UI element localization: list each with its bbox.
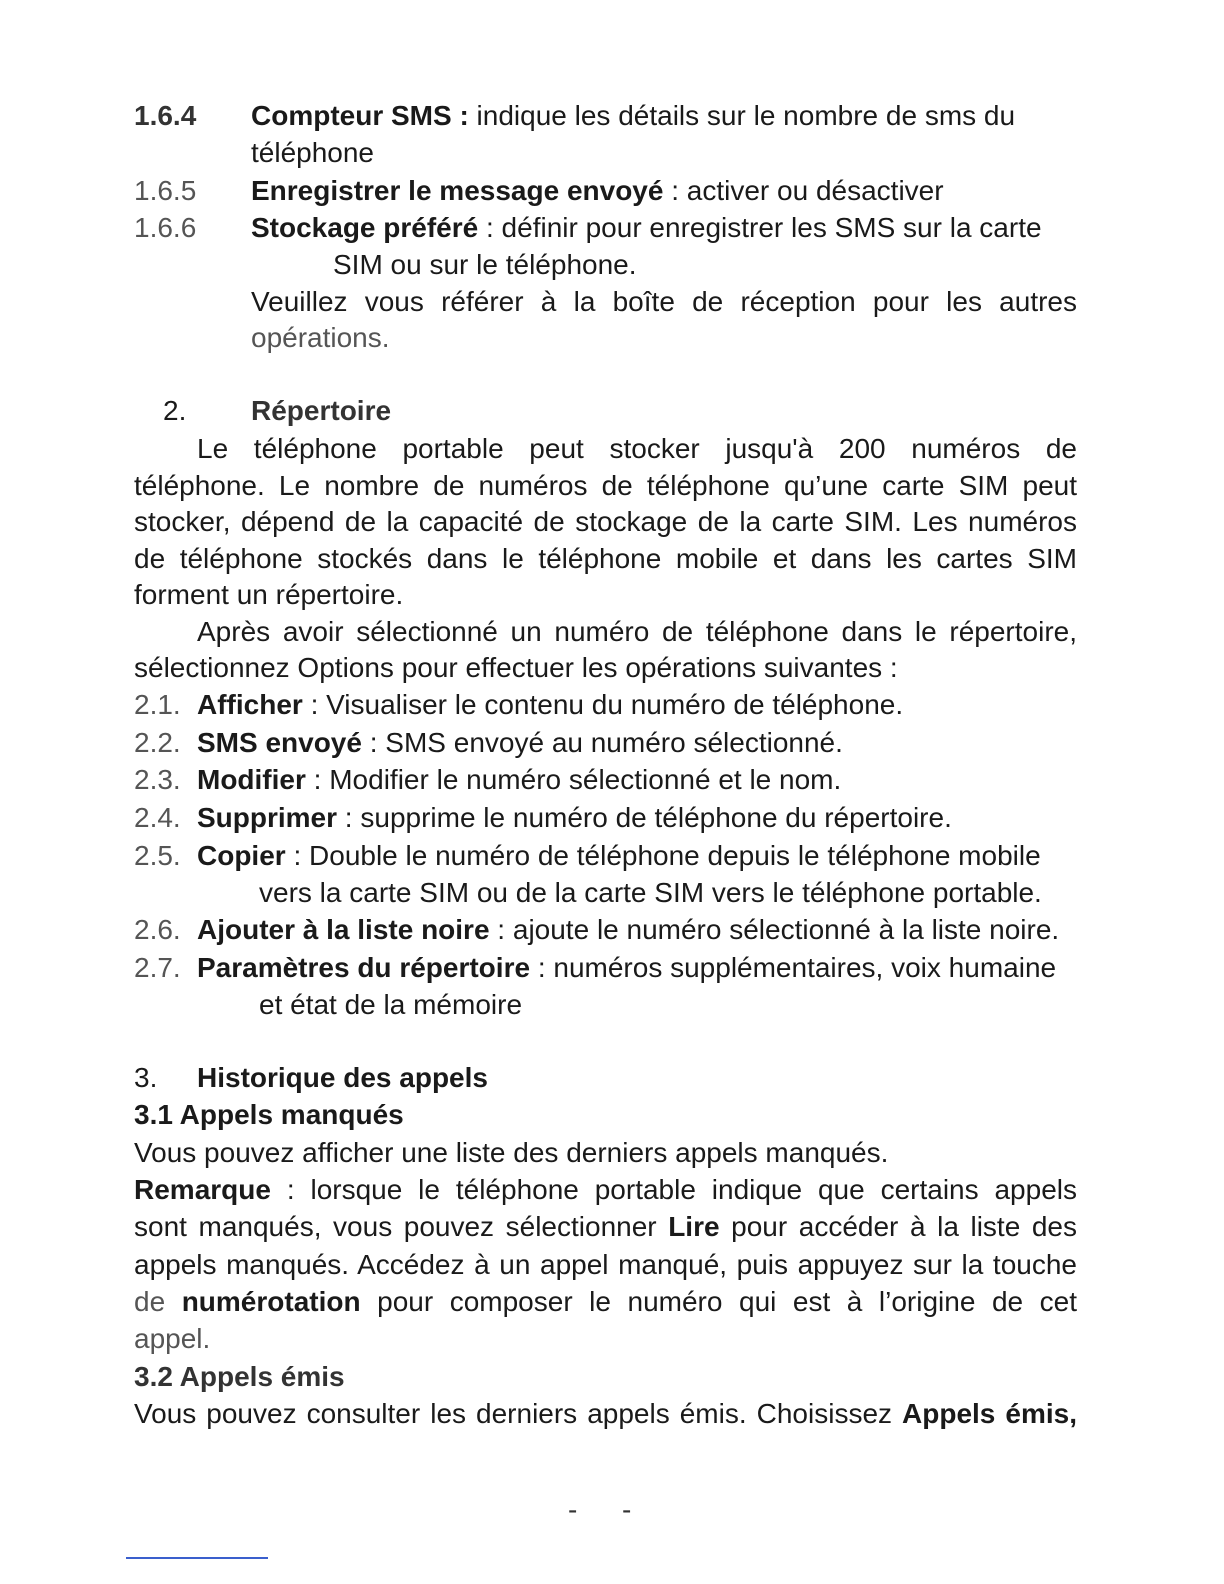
page-number-dash-left: - [568,1494,578,1525]
remark-line: appels manqués. Accédez à un appel manqué, puis appuyez sur la touche [134,1249,1077,1280]
remark-label: Remarque [134,1174,271,1205]
section-1-6-4 [0,97,1224,134]
section-2-heading [0,392,1224,429]
section-number: 1.6.6 [134,212,197,243]
list-item: 2.6. Ajouter à la liste noire : ajoute le numéro sélectionné à la liste noire. [134,914,1060,945]
page-number-dash-right: - [622,1494,632,1525]
section-number: 2. [163,395,187,426]
paragraph-line: de téléphone stockés dans le téléphone mobile et dans les cartes SIM [134,543,1077,574]
section-text: Compteur SMS : indique les détails sur le nombre de sms du [251,100,1016,131]
paragraph-line: Vous pouvez consulter les derniers appels émis. Choisissez Appels émis, [134,1398,1077,1429]
section-3-heading [0,1059,1224,1096]
section-text: Stockage préféré : définir pour enregistrer les SMS sur la carte [251,212,1042,243]
list-item-cont: vers la carte SIM ou de la carte SIM vers le téléphone portable. [259,877,1042,908]
list-item: 2.2. SMS envoyé : SMS envoyé au numéro sélectionné. [134,727,843,758]
section-number: 1.6.5 [134,175,197,206]
section-number: 3. [134,1062,158,1093]
list-item: 2.7. Paramètres du répertoire : numéros supplémentaires, voix humaine [134,952,1057,983]
section-number: 1.6.4 [134,100,197,131]
subsection-heading: 3.2 Appels émis [134,1361,345,1392]
remark-line: sont manqués, vous pouvez sélectionner Lire pour accéder à la liste des [134,1211,1077,1242]
section-1-6-6-cont: SIM ou sur le téléphone. [333,249,637,280]
section-text: Enregistrer le message envoyé : activer ou désactiver [251,175,944,206]
section-title: Répertoire [251,395,392,426]
list-item: 2.1. Afficher : Visualiser le contenu du numéro de téléphone. [134,689,904,720]
remark-line: Remarque : lorsque le téléphone portable indique que certains appels [134,1174,1077,1205]
list-item: 2.4. Supprimer : supprime le numéro de téléphone du répertoire. [134,802,952,833]
paragraph-line: sélectionnez Options pour effectuer les opérations suivantes : [134,652,898,683]
list-item-cont: et état de la mémoire [259,989,523,1020]
paragraph-line: Vous pouvez afficher une liste des derniers appels manqués. [134,1137,889,1168]
section-title: Historique des appels [197,1062,488,1093]
paragraph-line: Après avoir sélectionné un numéro de téléphone dans le répertoire, [197,616,1077,647]
inbox-note-line-1: Veuillez vous référer à la boîte de réception pour les autres [251,286,1077,317]
paragraph-line: téléphone. Le nombre de numéros de téléphone qu’une carte SIM peut [134,470,1077,501]
section-title: Enregistrer le message envoyé [251,175,664,206]
list-item: 2.5. Copier : Double le numéro de téléphone depuis le téléphone mobile [134,840,1041,871]
subsection-heading: 3.1 Appels manqués [134,1099,404,1130]
section-1-6-5 [0,172,1224,209]
section-title: Compteur SMS : [251,100,469,131]
inbox-note-line-2: opérations. [251,322,390,353]
paragraph-line: forment un répertoire. [134,579,404,610]
remark-line: de numérotation pour composer le numéro qui est à l’origine de cet [134,1286,1077,1317]
paragraph-line: Le téléphone portable peut stocker jusqu'à 200 numéros de [197,433,1077,464]
footnote-separator [126,1557,268,1559]
paragraph-line: stocker, dépend de la capacité de stockage de la carte SIM. Les numéros [134,506,1077,537]
section-1-6-6 [0,209,1224,246]
list-item: 2.3. Modifier : Modifier le numéro sélectionné et le nom. [134,764,842,795]
section-title: Stockage préféré [251,212,479,243]
section-1-6-4-cont: téléphone [251,137,375,168]
remark-line: appel. [134,1323,211,1354]
